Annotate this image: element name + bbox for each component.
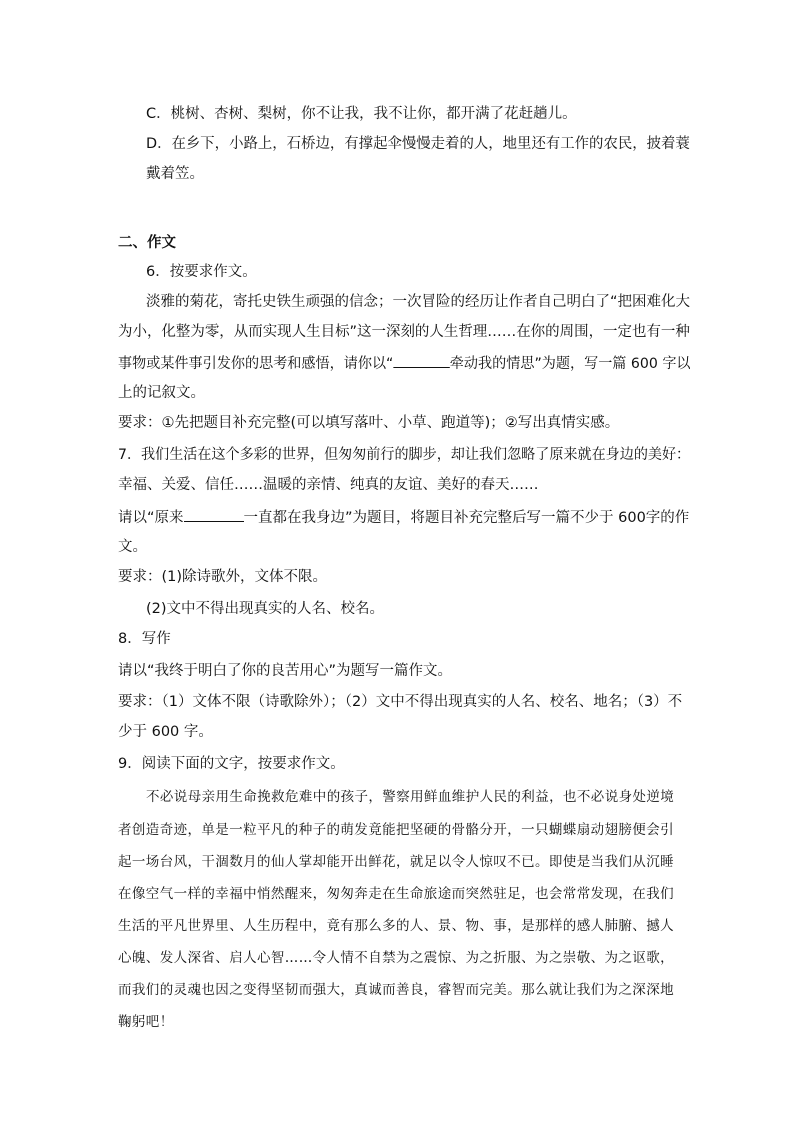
q8-requirement-2: 少于 600 字。 bbox=[118, 724, 213, 740]
q7-fill-blank bbox=[184, 507, 244, 522]
q9-passage-line: 不必说母亲用生命挽救危难中的孩子，警察用鲜血维护人民的利益，也不必说身处逆境 bbox=[146, 789, 675, 805]
q9-title: 9．阅读下面的文字，按要求作文。 bbox=[118, 756, 345, 772]
q6-paragraph-line2: 为小，化整为零，从而实现人生目标”这一深刻的人生哲理……在你的周围，一定也有一种 bbox=[118, 324, 690, 340]
q7-line4: 文。 bbox=[118, 539, 147, 555]
q6-paragraph-line4: 上的记叙文。 bbox=[118, 385, 205, 401]
q9-passage-line: 生活的平凡世界里、人生历程中，竟有那么多的人、景、物、事，是那样的感人肺腑、撼人 bbox=[118, 918, 674, 934]
q6-fill-blank bbox=[393, 353, 449, 368]
q6-title: 6．按要求作文。 bbox=[146, 264, 257, 280]
q7-line3-before: 请以“原来 bbox=[118, 510, 184, 526]
q6-line3-before: 事物或某件事引发你的思考和感悟，请你以“ bbox=[118, 356, 394, 372]
q7-requirement-1: 要求：(1)除诗歌外，文体不限。 bbox=[118, 569, 328, 585]
option-d-line1: D．在乡下，小路上，石桥边，有撑起伞慢慢走着的人，地里还有工作的农民，披着蓑 bbox=[146, 136, 690, 152]
q9-passage-line: 而我们的灵魂也因之变得坚韧而强大，真诚而善良，睿智而完美。那么就让我们为之深深地 bbox=[118, 982, 674, 998]
q9-passage-line: 起一场台风，干涸数月的仙人掌却能开出鲜花，就足以令人惊叹不已。即使是当我们从沉睡 bbox=[118, 854, 674, 870]
q8-title: 8．写作 bbox=[118, 631, 171, 647]
q9-passage-line: 鞠躬吧！ bbox=[118, 1014, 174, 1030]
q8-prompt: 请以“我终于明白了你的良苦用心”为题写一篇作文。 bbox=[118, 663, 453, 679]
q6-paragraph-line3 bbox=[118, 353, 691, 374]
q9-passage-line: 心魄、发人深省、启人心智……令人情不自禁为之震惊、为之折服、为之崇敬、为之讴歌， bbox=[118, 950, 674, 966]
option-d-line2: 戴着笠。 bbox=[146, 166, 204, 182]
q8-requirement-1: 要求：（1）文体不限（诗歌除外）；（2）文中不得出现真实的人名、校名、地名；（3）不 bbox=[118, 694, 683, 710]
q9-passage-line: 者创造奇迹，单是一粒平凡的种子的萌发竟能把坚硬的骨骼分开，一只蝴蝶扇动翅膀便会引 bbox=[118, 822, 674, 838]
q6-line3-after: 牵动我的情思”为题，写一篇 600 字以 bbox=[449, 356, 691, 372]
q7-title: 7．我们生活在这个多彩的世界，但匆匆前行的脚步，却让我们忽略了原来就在身边的美好： bbox=[118, 447, 691, 463]
q6-paragraph-line1: 淡雅的菊花，寄托史铁生顽强的信念；一次冒险的经历让作者自己明白了“把困难化大 bbox=[146, 294, 691, 310]
q6-requirement: 要求：①先把题目补充完整(可以填写落叶、小草、跑道等)；②写出真情实感。 bbox=[118, 415, 620, 431]
q7-line2: 幸福、关爱、信任……温暖的亲情、纯真的友谊、美好的春天…… bbox=[118, 477, 539, 493]
q7-requirement-2: (2)文中不得出现真实的人名、校名。 bbox=[146, 601, 385, 617]
q7-line3-after: 一直都在我身边”为题目，将题目补充完整后写一篇不少于 600字的作 bbox=[243, 510, 690, 526]
section-heading: 二、作文 bbox=[118, 235, 176, 251]
q7-line3 bbox=[118, 507, 689, 528]
option-c: C．桃树、杏树、梨树，你不让我，我不让你，都开满了花赶趟儿。 bbox=[146, 106, 577, 122]
q9-passage-line: 在像空气一样的幸福中悄然醒来，匆匆奔走在生命旅途而突然驻足，也会常常发现，在我们 bbox=[118, 886, 674, 902]
